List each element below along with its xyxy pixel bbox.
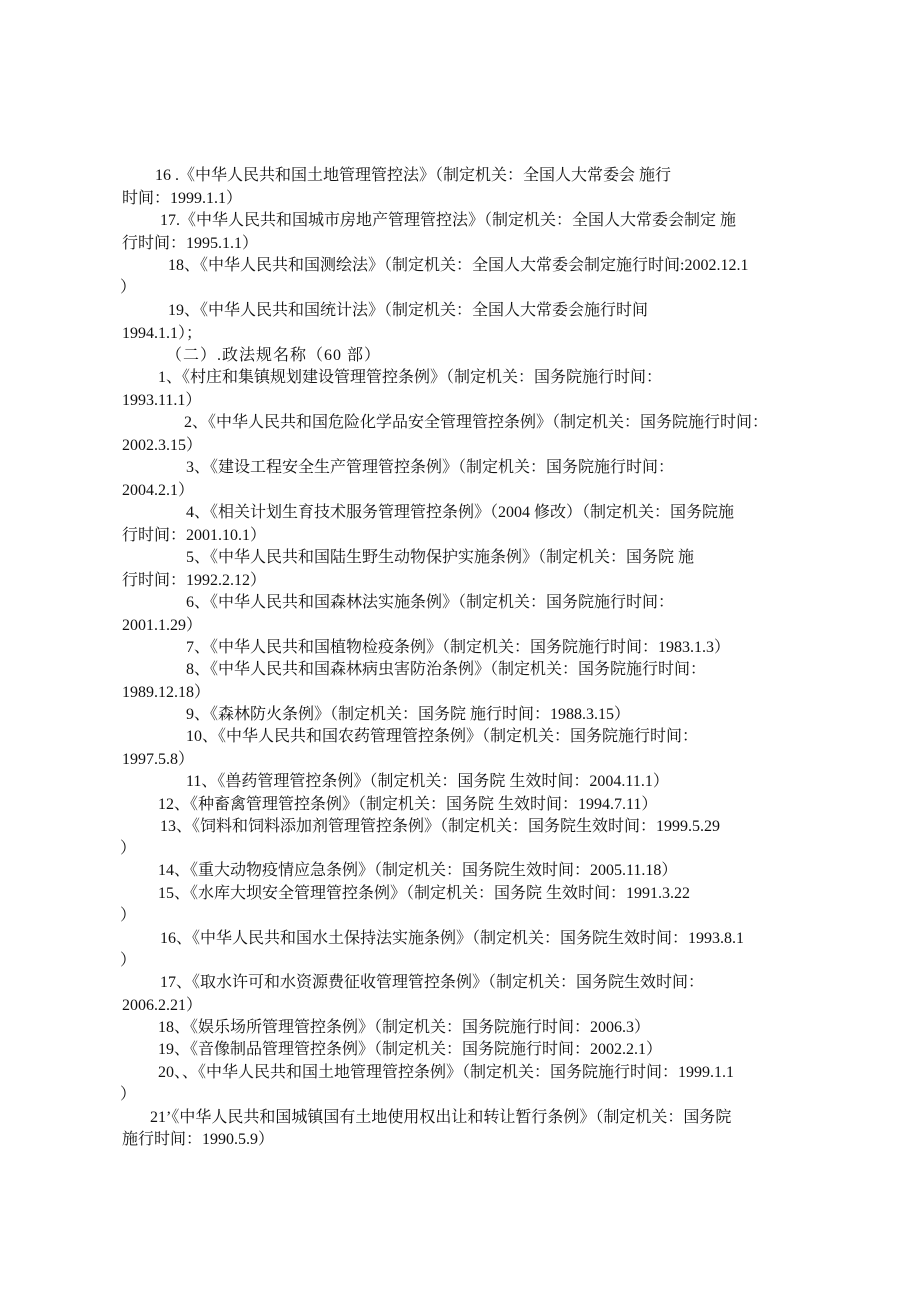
text-line: ） <box>120 279 137 296</box>
text-line: 19、《音像制品管理管控条例》（制定机关：国务院施行时间：2002.2.1） <box>158 1041 663 1058</box>
text-line: 21’《中华人民共和国城镇国有土地使用权出让和转让暂行条例》（制定机关：国务院 <box>150 1109 732 1126</box>
text-line: 1994.1.1）； <box>122 325 203 342</box>
text-line: 1、《村庄和集镇规划建设管理管控条例》（制定机关：国务院施行时间： <box>158 369 663 386</box>
text-line: ） <box>120 1086 137 1103</box>
text-line: 14、《重大动物疫情应急条例》（制定机关：国务院生效时间：2005.11.18） <box>158 862 678 879</box>
text-line: 18、《娱乐场所管理管控条例》（制定机关：国务院施行时间：2006.3） <box>158 1019 651 1036</box>
text-line: 施行时间：1990.5.9） <box>122 1131 275 1148</box>
text-line: 行时间：2001.10.1） <box>122 527 267 544</box>
text-line: 4、《相关计划生育技术服务管理管控条例》（2004 修改）（制定机关：国务院施 <box>186 504 735 521</box>
text-line: 5、《中华人民共和国陆生野生动物保护实施条例》（制定机关：国务院 施 <box>186 549 695 566</box>
text-line: 2002.3.15） <box>122 437 203 454</box>
text-line: 8、《中华人民共和国森林病虫害防治条例》（制定机关：国务院施行时间： <box>186 661 707 678</box>
text-line: ） <box>120 952 137 969</box>
text-line: 1997.5.8） <box>122 751 195 768</box>
text-line: ） <box>120 907 137 924</box>
text-line: 15、《水库大坝安全管理管控条例》（制定机关：国务院 生效时间：1991.3.22 <box>158 885 691 902</box>
text-line: 20、、《中华人民共和国土地管理管控条例》（制定机关：国务院施行时间：1999.1.1 <box>158 1064 735 1081</box>
text-line: 1989.12.18） <box>122 684 211 701</box>
text-line: 2、《中华人民共和国危险化学品安全管理管控条例》（制定机关：国务院施行时间： <box>184 414 769 431</box>
text-line: 行时间：1995.1.1） <box>122 235 259 252</box>
text-line: 16、《中华人民共和国水土保持法实施条例》（制定机关：国务院生效时间：1993.8.1 <box>160 930 745 947</box>
text-line: 6、《中华人民共和国森林法实施条例》（制定机关：国务院施行时间： <box>186 594 675 611</box>
text-line: 17、《取水许可和水资源费征收管理管控条例》（制定机关：国务院生效时间： <box>160 974 705 991</box>
text-line: 2004.2.1） <box>122 482 195 499</box>
text-line: 10、《中华人民共和国农药管理管控条例》（制定机关：国务院施行时间： <box>186 728 699 745</box>
text-line: 行时间：1992.2.12） <box>122 572 267 589</box>
text-line: 17.《中华人民共和国城市房地产管理管控法》（制定机关：全国人大常委会制定 施 <box>160 212 737 229</box>
text-line: 12、《种畜禽管理管控条例》（制定机关：国务院 生效时间：1994.7.11） <box>158 796 658 813</box>
text-line: 19、《中华人民共和国统计法》（制定机关：全国人大常委会施行时间 <box>168 302 649 319</box>
text-line: 18、《中华人民共和国测绘法》（制定机关：全国人大常委会制定施行时间:2002.12.1 <box>168 257 749 274</box>
text-line: 3、《建设工程安全生产管理管控条例》（制定机关：国务院施行时间： <box>186 459 675 476</box>
text-line: ） <box>120 840 137 857</box>
text-line: 9、《森林防火条例》（制定机关：国务院 施行时间：1988.3.15） <box>186 706 631 723</box>
text-line: 13、《饲料和饲料添加剂管理管控条例》（制定机关：国务院生效时间：1999.5.29 <box>160 818 721 835</box>
text-line: 1993.11.1） <box>122 392 202 409</box>
text-line: 7、《中华人民共和国植物检疫条例》（制定机关：国务院施行时间：1983.1.3） <box>186 639 731 656</box>
section-heading: （二）.政法规名称（60 部） <box>166 347 382 364</box>
text-line: 2001.1.29） <box>122 617 203 634</box>
text-line: 16 .《中华人民共和国土地管理管控法》（制定机关：全国人大常委会 施行 <box>155 167 672 184</box>
text-line: 11、《兽药管理管控条例》（制定机关：国务院 生效时间：2004.11.1） <box>186 773 669 790</box>
text-line: 2006.2.21） <box>122 997 203 1014</box>
text-line: 时间：1999.1.1） <box>122 190 243 207</box>
